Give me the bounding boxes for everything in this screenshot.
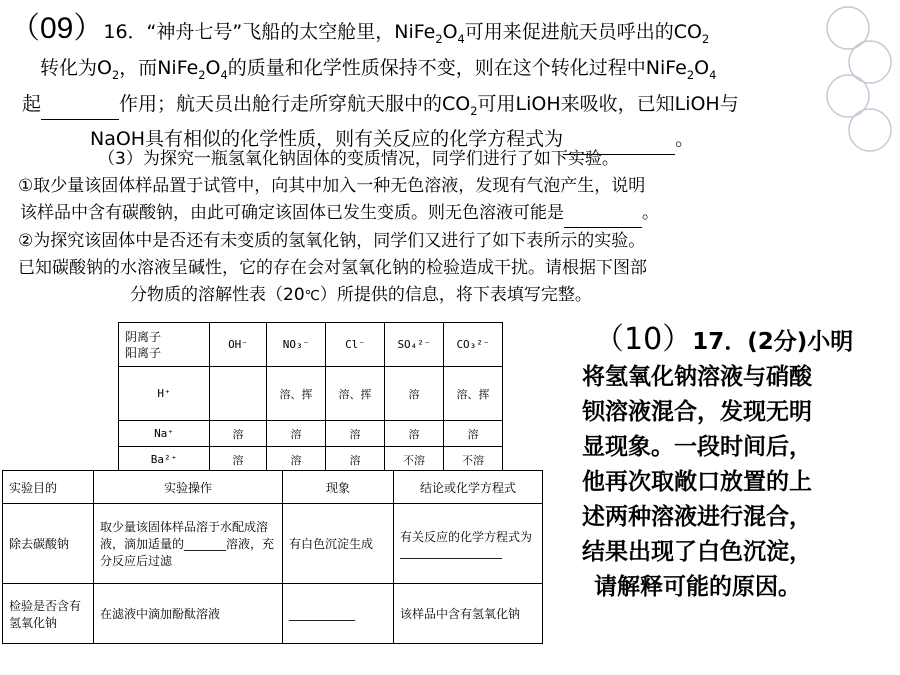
table-row [3,584,543,644]
anion-header: Cl⁻ [326,323,385,367]
decorative-circles [802,6,894,186]
q17-line: 述两种溶液进行混合， [582,504,812,530]
cation-label: H⁺ [119,367,210,421]
header-purpose: 实验目的 [3,471,94,504]
cation-label: Na⁺ [119,421,210,447]
table-cell [210,367,267,421]
q3-line-3: 该样品中含有碳酸钠，由此可确定该固体已发生变质。则无色溶液可能是 。 [20,200,659,228]
operation-cell[interactable]: 取少量该固体样品溶于水配成溶液，滴加适量的_______溶液，充分反应后过滤 [94,504,283,584]
answer-blank[interactable] [564,200,642,228]
purpose-cell: 检验是否含有氢氧化钠 [3,584,94,644]
cation-label: Ba²⁺ [119,447,210,473]
table-row [119,447,503,473]
table-cell: 溶 [210,421,267,447]
header-phenomenon: 现象 [283,471,394,504]
table-cell: 溶 [326,447,385,473]
q17-line: 钡溶液混合，发现无明 [582,399,812,425]
q3-line-5: 已知碳酸钠的水溶液呈碱性，它的存在会对氢氧化钠的检验造成干扰。请根据下图部 [18,258,647,278]
table-cell: 溶 [444,421,503,447]
table-cell: 溶 [326,421,385,447]
q3-line-1: （3）为探究一瓶氢氧化钠固体的变质情况，同学们进行了如下实验。 [98,149,619,169]
q16-tag: （09） [10,12,104,45]
table-header-row [3,471,543,504]
conclusion-cell: 该样品中含有氢氧化钠 [394,584,543,644]
solubility-table [118,322,503,473]
operation-cell: 在滤液中滴加酚酞溶液 [94,584,283,644]
q17-line: 将氢氧化钠溶液与硝酸 [582,364,812,390]
table-cell: 溶 [385,367,444,421]
q17-tag: （10） [594,322,693,357]
anion-header: SO₄²⁻ [385,323,444,367]
table-cell: 溶 [267,447,326,473]
table-row [119,421,503,447]
q3-line-6: 分物质的溶解性表（20℃）所提供的信息，将下表填写完整。 [130,285,592,305]
q17-line: 他再次取敞口放置的上 [582,469,812,495]
q17-line: 显现象。一段时间后， [582,434,812,460]
question-16 [10,12,739,155]
answer-blank[interactable] [41,90,119,120]
header-corner: 阴离子 阳离子 [119,323,210,367]
phenomenon-cell: 有白色沉淀生成 [283,504,394,584]
q16-line-2: 转化为$O_2$，而$NiFe_2O_4$的质量和化学性质保持不变，则在这个转化过程中$NiFe_2O_4$ [40,56,717,82]
experiment-table [2,470,543,644]
q3-line-4: ②为探究该固体中是否还有未变质的氢氧化钠，同学们又进行了如下表所示的实验。 [18,231,646,251]
table-row [3,504,543,584]
q3-line-2: ①取少量该固体样品置于试管中，向其中加入一种无色溶液，发现有气泡产生，说明 [18,176,646,196]
q16-line-3: 起 作用；航天员出舱行走所穿航天服中的$CO_2$可用LiOH来吸收，已知LiOH与 [22,90,739,126]
question-3 [18,146,659,310]
table-cell: 不溶 [385,447,444,473]
table-cell: 不溶 [444,447,503,473]
table-cell: 溶 [267,421,326,447]
purpose-cell: 除去碳酸钠 [3,504,94,584]
table-cell: 溶、挥 [444,367,503,421]
anion-header: NO₃⁻ [267,323,326,367]
phenomenon-cell[interactable]: ___________ [283,584,394,644]
table-cell: 溶、挥 [267,367,326,421]
header-operation: 实验操作 [94,471,283,504]
q17-line-1: （10）17．(2分)小明 [594,322,854,357]
q17-line: 请解释可能的原因。 [594,574,801,600]
question-17 [582,322,853,605]
table-cell: 溶 [385,421,444,447]
q17-line: 结果出现了白色沉淀， [582,539,812,565]
conclusion-cell[interactable]: 有关反应的化学方程式为_________________ [394,504,543,584]
q16-line-4: NaOH具有相似的化学性质，则有关反应的化学方程式为 。 [90,125,739,155]
table-cell: 溶、挥 [326,367,385,421]
header-conclusion: 结论或化学方程式 [394,471,543,504]
table-row [119,367,503,421]
anion-header: OH⁻ [210,323,267,367]
table-cell: 溶 [210,447,267,473]
anion-header: CO₃²⁻ [444,323,503,367]
q16-line-1: （09）16．“神舟七号”飞船的太空舱里，$NiFe_2O_4$可用来促进航天员呼出的$CO_2$ [10,12,710,46]
